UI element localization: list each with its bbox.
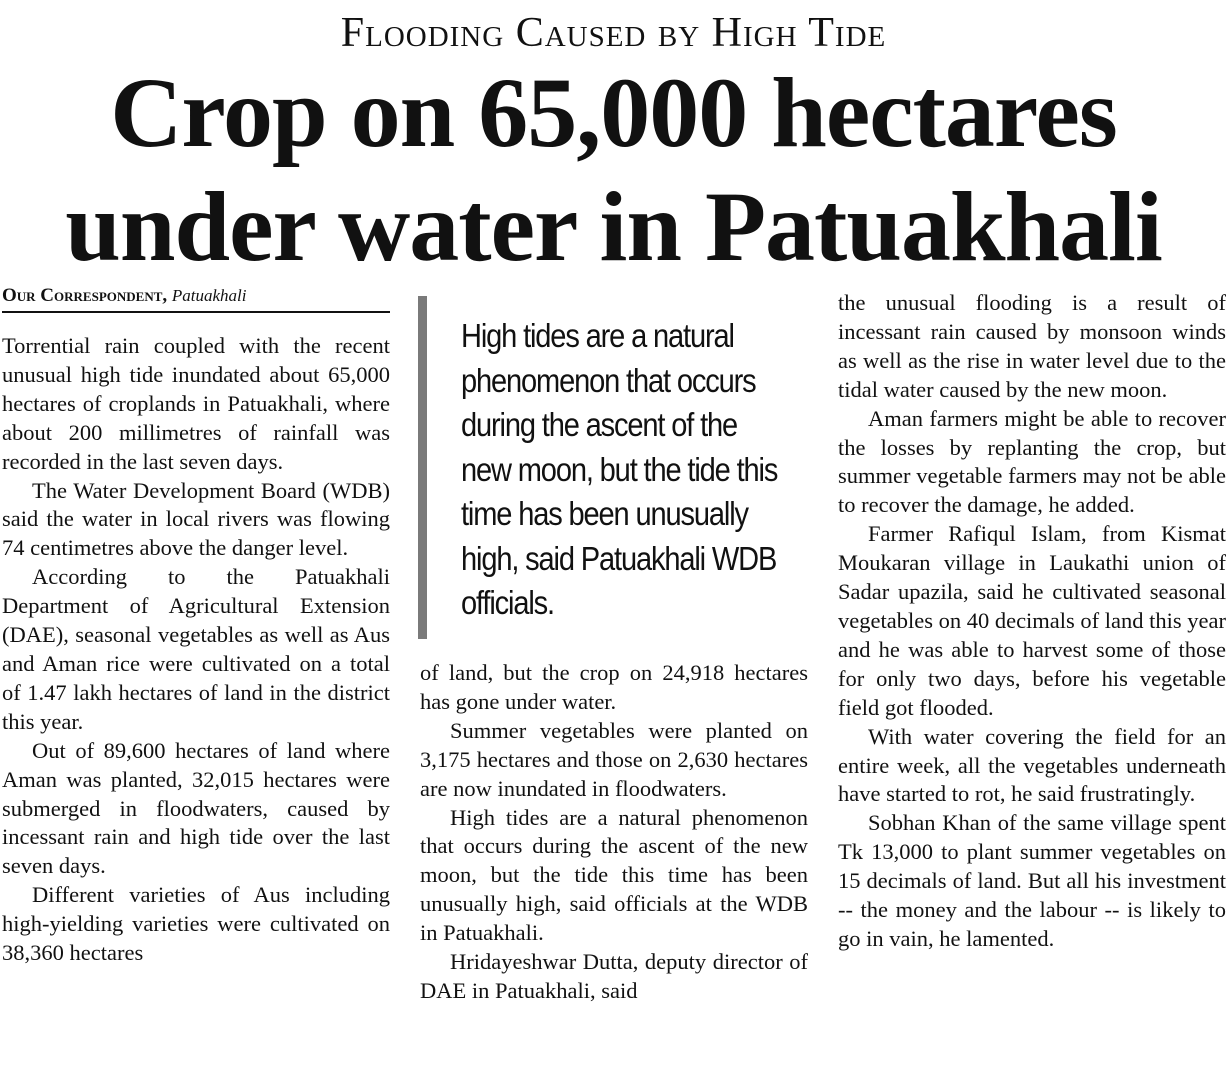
paragraph: High tides are a natural phenomenon that occurs during the ascent of the new moon, but the tide this time has been unusually high, said officials at the WDB in Patuakhali. — [420, 804, 808, 946]
paragraph: Different varieties of Aus including high-yielding varieties were cultivated on 38,360 hectares — [2, 882, 390, 966]
paragraph: Summer vegetables were planted on 3,175 hectares and those on 2,630 hectares are now inundated in floodwaters. — [420, 717, 808, 801]
paragraph: Out of 89,600 hectares of land where Aman was planted, 32,015 hectares were submerged in floodwaters, caused by incessant rain and high tide over the last seven days. — [2, 737, 390, 879]
pull-quote: High tides are a natural phenomenon that occurs during the ascent of the new moon, but the tide this time has been unusually high, said Patuakhali WDB officials. — [461, 317, 778, 621]
byline-place: Patuakhali — [171, 286, 247, 305]
paragraph: Hridayeshwar Dutta, deputy director of DAE in Patuakhali, said — [420, 949, 808, 1003]
paragraph: Sobhan Khan of the same village spent Tk 13,000 to plant summer vegetables on 15 decimals of land. But all his investment -- the money and the labour -- is likely to go in vain, he lamented. — [838, 810, 1226, 951]
paragraph: Aman farmers might be able to recover the losses by replanting the crop, but summer vegetable farmers may not be able to recover the damage, he added. — [838, 405, 1226, 518]
paragraph: According to the Patuakhali Department of Agricultural Extension (DAE), seasonal vegetables as well as Aus and Aman rice were cultivated on a total of 1.47 lakh hectares of land in the district this year. — [2, 564, 390, 734]
paragraph: Farmer Rafiqul Islam, from Kismat Moukaran village in Laukathi union of Sadar upazila, said he cultivated seasonal vegetables on 40 decimals of land this year and he was able to harvest some of those for only two days, before his vegetable field got flooded. — [838, 521, 1227, 720]
article-column-2 — [420, 659, 808, 1006]
article-column-3 — [838, 289, 1226, 954]
headline-line-2: under water in Patuakhali — [65, 171, 1162, 282]
paragraph: of land, but the crop on 24,918 hectares has gone under water. — [420, 660, 808, 714]
pull-quote-bar — [418, 296, 427, 639]
byline — [2, 284, 390, 313]
paragraph: With water covering the field for an entire week, all the vegetables underneath have started to rot, he said frustratingly. — [838, 723, 1226, 807]
article-column-1 — [2, 332, 390, 968]
kicker-headline: Flooding Caused by High Tide — [340, 10, 887, 56]
paragraph: Torrential rain coupled with the recent unusual high tide inundated about 65,000 hectares of croplands in Patuakhali, where about 200 millimetres of rainfall was recorded in the last seven days. — [2, 333, 390, 474]
headline-line-1: Crop on 65,000 hectares — [110, 57, 1117, 168]
byline-author: Our Correspondent, — [2, 285, 168, 306]
paragraph: the unusual flooding is a result of incessant rain caused by monsoon winds as well as the rise in water level due to the tidal water caused by the new moon. — [838, 290, 1226, 402]
paragraph: The Water Development Board (WDB) said the water in local rivers was flowing 74 centimetres above the danger level. — [2, 477, 390, 561]
